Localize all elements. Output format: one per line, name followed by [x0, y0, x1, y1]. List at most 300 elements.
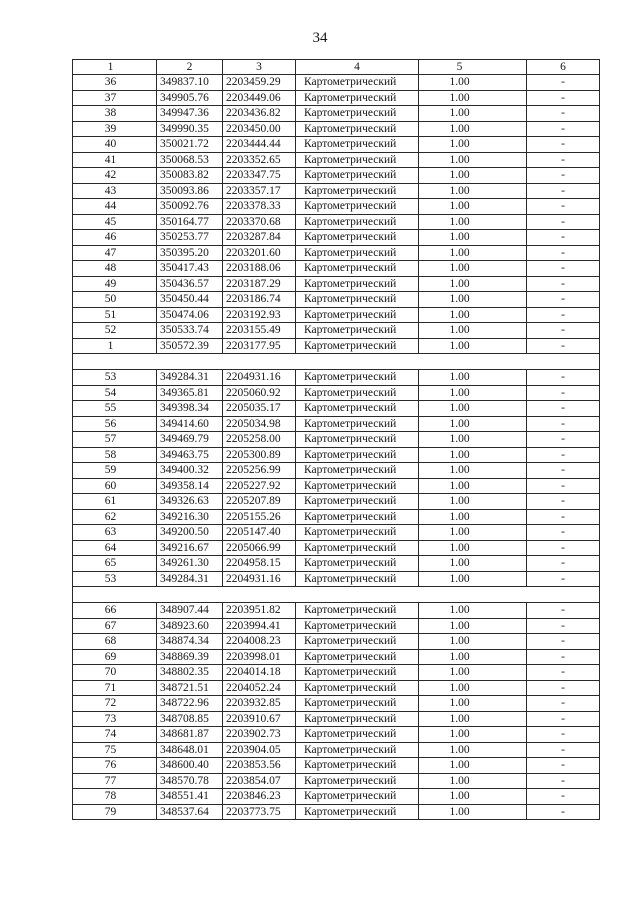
x-coordinate-cell: 350083.82 [157, 168, 223, 184]
page-number: 34 [312, 30, 328, 46]
point-number-cell: 62 [73, 509, 157, 525]
accuracy-cell: 1.00 [419, 478, 527, 494]
x-coordinate-cell: 348722.96 [157, 696, 223, 712]
point-number-cell: 56 [73, 416, 157, 432]
description-cell: - [527, 323, 600, 339]
y-coordinate-cell: 2203186.74 [223, 292, 296, 308]
method-cell: Картометрический [296, 773, 419, 789]
accuracy-cell: 1.00 [419, 292, 527, 308]
group-separator-row [73, 354, 600, 370]
table-row [73, 742, 600, 758]
table-row [73, 696, 600, 712]
empty-cell [296, 354, 419, 370]
y-coordinate-cell: 2205060.92 [223, 385, 296, 401]
accuracy-cell: 1.00 [419, 571, 527, 587]
x-coordinate-cell: 348551.41 [157, 789, 223, 805]
coordinates-table [72, 59, 600, 820]
method-cell: Картометрический [296, 509, 419, 525]
empty-cell [296, 587, 419, 603]
description-cell: - [527, 432, 600, 448]
method-cell: Картометрический [296, 90, 419, 106]
point-number-cell: 79 [73, 804, 157, 820]
table-row [73, 618, 600, 634]
x-coordinate-cell: 349200.50 [157, 525, 223, 541]
method-cell: Картометрический [296, 152, 419, 168]
point-number-cell: 1 [73, 338, 157, 354]
accuracy-cell: 1.00 [419, 509, 527, 525]
x-coordinate-cell: 349261.30 [157, 556, 223, 572]
accuracy-cell: 1.00 [419, 168, 527, 184]
method-cell: Картометрический [296, 478, 419, 494]
x-coordinate-cell: 350092.76 [157, 199, 223, 215]
y-coordinate-cell: 2203998.01 [223, 649, 296, 665]
point-number-cell: 58 [73, 447, 157, 463]
x-coordinate-cell: 349905.76 [157, 90, 223, 106]
description-cell: - [527, 90, 600, 106]
method-cell: Картометрический [296, 571, 419, 587]
point-number-cell: 77 [73, 773, 157, 789]
empty-cell [73, 354, 157, 370]
empty-cell [527, 354, 600, 370]
point-number-cell: 40 [73, 137, 157, 153]
y-coordinate-cell: 2203357.17 [223, 183, 296, 199]
description-cell: - [527, 525, 600, 541]
table-row [73, 323, 600, 339]
x-coordinate-cell: 349216.67 [157, 540, 223, 556]
table-row [73, 370, 600, 386]
description-cell: - [527, 385, 600, 401]
method-cell: Картометрический [296, 696, 419, 712]
description-cell: - [527, 447, 600, 463]
accuracy-cell: 1.00 [419, 245, 527, 261]
x-coordinate-cell: 349837.10 [157, 75, 223, 91]
accuracy-cell: 1.00 [419, 307, 527, 323]
table-row [73, 432, 600, 448]
point-number-cell: 47 [73, 245, 157, 261]
method-cell: Картометрический [296, 432, 419, 448]
point-number-cell: 63 [73, 525, 157, 541]
accuracy-cell: 1.00 [419, 75, 527, 91]
point-number-cell: 48 [73, 261, 157, 277]
table-row [73, 75, 600, 91]
description-cell: - [527, 245, 600, 261]
empty-cell [527, 587, 600, 603]
description-cell: - [527, 121, 600, 137]
point-number-cell: 45 [73, 214, 157, 230]
x-coordinate-cell: 348537.64 [157, 804, 223, 820]
point-number-cell: 67 [73, 618, 157, 634]
accuracy-cell: 1.00 [419, 804, 527, 820]
table-row [73, 494, 600, 510]
header-cell: 3 [223, 60, 296, 75]
y-coordinate-cell: 2205300.89 [223, 447, 296, 463]
method-cell: Картометрический [296, 230, 419, 246]
point-number-cell: 50 [73, 292, 157, 308]
method-cell: Картометрический [296, 525, 419, 541]
x-coordinate-cell: 350068.53 [157, 152, 223, 168]
header-cell: 1 [73, 60, 157, 75]
description-cell: - [527, 509, 600, 525]
accuracy-cell: 1.00 [419, 649, 527, 665]
point-number-cell: 42 [73, 168, 157, 184]
method-cell: Картометрический [296, 199, 419, 215]
y-coordinate-cell: 2205258.00 [223, 432, 296, 448]
y-coordinate-cell: 2203449.06 [223, 90, 296, 106]
accuracy-cell: 1.00 [419, 338, 527, 354]
table-row [73, 245, 600, 261]
y-coordinate-cell: 2203201.60 [223, 245, 296, 261]
method-cell: Картометрический [296, 603, 419, 619]
point-number-cell: 66 [73, 603, 157, 619]
accuracy-cell: 1.00 [419, 727, 527, 743]
table-row [73, 804, 600, 820]
group-separator-row [73, 587, 600, 603]
table-row [73, 292, 600, 308]
method-cell: Картометрический [296, 665, 419, 681]
point-number-cell: 74 [73, 727, 157, 743]
point-number-cell: 53 [73, 571, 157, 587]
y-coordinate-cell: 2204931.16 [223, 370, 296, 386]
table-row [73, 758, 600, 774]
method-cell: Картометрический [296, 634, 419, 650]
accuracy-cell: 1.00 [419, 276, 527, 292]
x-coordinate-cell: 350253.77 [157, 230, 223, 246]
x-coordinate-cell: 348907.44 [157, 603, 223, 619]
accuracy-cell: 1.00 [419, 199, 527, 215]
table-row [73, 183, 600, 199]
table-row [73, 106, 600, 122]
table-row [73, 230, 600, 246]
description-cell: - [527, 416, 600, 432]
description-cell: - [527, 152, 600, 168]
x-coordinate-cell: 350395.20 [157, 245, 223, 261]
table-row [73, 90, 600, 106]
method-cell: Картометрический [296, 323, 419, 339]
accuracy-cell: 1.00 [419, 556, 527, 572]
y-coordinate-cell: 2205035.17 [223, 401, 296, 417]
point-number-cell: 44 [73, 199, 157, 215]
accuracy-cell: 1.00 [419, 121, 527, 137]
description-cell: - [527, 494, 600, 510]
x-coordinate-cell: 349365.81 [157, 385, 223, 401]
table-row [73, 447, 600, 463]
x-coordinate-cell: 350450.44 [157, 292, 223, 308]
table-row [73, 463, 600, 479]
description-cell: - [527, 261, 600, 277]
x-coordinate-cell: 349400.32 [157, 463, 223, 479]
description-cell: - [527, 183, 600, 199]
method-cell: Картометрический [296, 168, 419, 184]
y-coordinate-cell: 2203904.05 [223, 742, 296, 758]
y-coordinate-cell: 2203932.85 [223, 696, 296, 712]
table-row [73, 571, 600, 587]
description-cell: - [527, 230, 600, 246]
x-coordinate-cell: 348708.85 [157, 711, 223, 727]
x-coordinate-cell: 349463.75 [157, 447, 223, 463]
table-row [73, 680, 600, 696]
y-coordinate-cell: 2203773.75 [223, 804, 296, 820]
method-cell: Картометрический [296, 245, 419, 261]
description-cell: - [527, 75, 600, 91]
table-row [73, 338, 600, 354]
x-coordinate-cell: 349398.34 [157, 401, 223, 417]
y-coordinate-cell: 2204008.23 [223, 634, 296, 650]
x-coordinate-cell: 349284.31 [157, 571, 223, 587]
y-coordinate-cell: 2204014.18 [223, 665, 296, 681]
accuracy-cell: 1.00 [419, 447, 527, 463]
description-cell: - [527, 680, 600, 696]
y-coordinate-cell: 2204958.15 [223, 556, 296, 572]
y-coordinate-cell: 2203352.65 [223, 152, 296, 168]
x-coordinate-cell: 350093.86 [157, 183, 223, 199]
empty-cell [73, 587, 157, 603]
method-cell: Картометрический [296, 447, 419, 463]
y-coordinate-cell: 2203188.06 [223, 261, 296, 277]
y-coordinate-cell: 2205256.99 [223, 463, 296, 479]
table-row [73, 478, 600, 494]
y-coordinate-cell: 2203192.93 [223, 307, 296, 323]
method-cell: Картометрический [296, 106, 419, 122]
point-number-cell: 57 [73, 432, 157, 448]
accuracy-cell: 1.00 [419, 634, 527, 650]
x-coordinate-cell: 350474.06 [157, 307, 223, 323]
accuracy-cell: 1.00 [419, 230, 527, 246]
point-number-cell: 59 [73, 463, 157, 479]
description-cell: - [527, 478, 600, 494]
point-number-cell: 70 [73, 665, 157, 681]
y-coordinate-cell: 2203951.82 [223, 603, 296, 619]
description-cell: - [527, 649, 600, 665]
description-cell: - [527, 773, 600, 789]
x-coordinate-cell: 349469.79 [157, 432, 223, 448]
empty-cell [157, 354, 223, 370]
x-coordinate-cell: 348721.51 [157, 680, 223, 696]
description-cell: - [527, 618, 600, 634]
description-cell: - [527, 665, 600, 681]
description-cell: - [527, 307, 600, 323]
table-row [73, 603, 600, 619]
method-cell: Картометрический [296, 618, 419, 634]
method-cell: Картометрический [296, 416, 419, 432]
x-coordinate-cell: 348869.39 [157, 649, 223, 665]
y-coordinate-cell: 2203853.56 [223, 758, 296, 774]
method-cell: Картометрический [296, 292, 419, 308]
table-row [73, 727, 600, 743]
table-row [73, 137, 600, 153]
x-coordinate-cell: 348874.34 [157, 634, 223, 650]
table-row [73, 385, 600, 401]
x-coordinate-cell: 349326.63 [157, 494, 223, 510]
x-coordinate-cell: 350533.74 [157, 323, 223, 339]
header-cell: 4 [296, 60, 419, 75]
description-cell: - [527, 634, 600, 650]
y-coordinate-cell: 2203378.33 [223, 199, 296, 215]
point-number-cell: 75 [73, 742, 157, 758]
point-number-cell: 39 [73, 121, 157, 137]
accuracy-cell: 1.00 [419, 152, 527, 168]
y-coordinate-cell: 2203854.07 [223, 773, 296, 789]
table-row [73, 509, 600, 525]
method-cell: Картометрический [296, 556, 419, 572]
description-cell: - [527, 276, 600, 292]
accuracy-cell: 1.00 [419, 90, 527, 106]
x-coordinate-cell: 348600.40 [157, 758, 223, 774]
method-cell: Картометрический [296, 121, 419, 137]
accuracy-cell: 1.00 [419, 696, 527, 712]
accuracy-cell: 1.00 [419, 401, 527, 417]
point-number-cell: 73 [73, 711, 157, 727]
x-coordinate-cell: 350436.57 [157, 276, 223, 292]
table-row [73, 649, 600, 665]
description-cell: - [527, 540, 600, 556]
point-number-cell: 65 [73, 556, 157, 572]
description-cell: - [527, 603, 600, 619]
accuracy-cell: 1.00 [419, 789, 527, 805]
accuracy-cell: 1.00 [419, 432, 527, 448]
header-cell: 2 [157, 60, 223, 75]
accuracy-cell: 1.00 [419, 603, 527, 619]
y-coordinate-cell: 2203444.44 [223, 137, 296, 153]
method-cell: Картометрический [296, 727, 419, 743]
point-number-cell: 43 [73, 183, 157, 199]
point-number-cell: 49 [73, 276, 157, 292]
method-cell: Картометрический [296, 137, 419, 153]
y-coordinate-cell: 2203155.49 [223, 323, 296, 339]
x-coordinate-cell: 349358.14 [157, 478, 223, 494]
y-coordinate-cell: 2205155.26 [223, 509, 296, 525]
method-cell: Картометрический [296, 214, 419, 230]
method-cell: Картометрический [296, 463, 419, 479]
table-row [73, 121, 600, 137]
accuracy-cell: 1.00 [419, 525, 527, 541]
x-coordinate-cell: 350572.39 [157, 338, 223, 354]
accuracy-cell: 1.00 [419, 758, 527, 774]
point-number-cell: 36 [73, 75, 157, 91]
point-number-cell: 64 [73, 540, 157, 556]
table-row [73, 168, 600, 184]
table-row [73, 525, 600, 541]
y-coordinate-cell: 2203846.23 [223, 789, 296, 805]
point-number-cell: 38 [73, 106, 157, 122]
empty-cell [223, 587, 296, 603]
y-coordinate-cell: 2203436.82 [223, 106, 296, 122]
point-number-cell: 52 [73, 323, 157, 339]
description-cell: - [527, 338, 600, 354]
table-row [73, 214, 600, 230]
header-cell: 5 [419, 60, 527, 75]
x-coordinate-cell: 349284.31 [157, 370, 223, 386]
accuracy-cell: 1.00 [419, 137, 527, 153]
y-coordinate-cell: 2203177.95 [223, 338, 296, 354]
table-row [73, 416, 600, 432]
description-cell: - [527, 370, 600, 386]
accuracy-cell: 1.00 [419, 385, 527, 401]
y-coordinate-cell: 2203347.75 [223, 168, 296, 184]
point-number-cell: 60 [73, 478, 157, 494]
description-cell: - [527, 804, 600, 820]
method-cell: Картометрический [296, 183, 419, 199]
y-coordinate-cell: 2205227.92 [223, 478, 296, 494]
y-coordinate-cell: 2203187.29 [223, 276, 296, 292]
x-coordinate-cell: 348648.01 [157, 742, 223, 758]
table-row [73, 540, 600, 556]
accuracy-cell: 1.00 [419, 323, 527, 339]
table-row [73, 199, 600, 215]
description-cell: - [527, 168, 600, 184]
point-number-cell: 76 [73, 758, 157, 774]
method-cell: Картометрический [296, 711, 419, 727]
empty-cell [157, 587, 223, 603]
method-cell: Картометрический [296, 649, 419, 665]
table-row [73, 152, 600, 168]
method-cell: Картометрический [296, 261, 419, 277]
method-cell: Картометрический [296, 307, 419, 323]
x-coordinate-cell: 348802.35 [157, 665, 223, 681]
table-row [73, 556, 600, 572]
y-coordinate-cell: 2205147.40 [223, 525, 296, 541]
method-cell: Картометрический [296, 680, 419, 696]
x-coordinate-cell: 349414.60 [157, 416, 223, 432]
accuracy-cell: 1.00 [419, 665, 527, 681]
description-cell: - [527, 571, 600, 587]
method-cell: Картометрический [296, 789, 419, 805]
y-coordinate-cell: 2203287.84 [223, 230, 296, 246]
point-number-cell: 55 [73, 401, 157, 417]
accuracy-cell: 1.00 [419, 370, 527, 386]
description-cell: - [527, 556, 600, 572]
y-coordinate-cell: 2203370.68 [223, 214, 296, 230]
point-number-cell: 61 [73, 494, 157, 510]
method-cell: Картометрический [296, 742, 419, 758]
y-coordinate-cell: 2205066.99 [223, 540, 296, 556]
point-number-cell: 72 [73, 696, 157, 712]
x-coordinate-cell: 349947.36 [157, 106, 223, 122]
x-coordinate-cell: 350164.77 [157, 214, 223, 230]
point-number-cell: 78 [73, 789, 157, 805]
description-cell: - [527, 742, 600, 758]
method-cell: Картометрический [296, 401, 419, 417]
x-coordinate-cell: 348681.87 [157, 727, 223, 743]
y-coordinate-cell: 2204931.16 [223, 571, 296, 587]
method-cell: Картометрический [296, 804, 419, 820]
method-cell: Картометрический [296, 338, 419, 354]
accuracy-cell: 1.00 [419, 261, 527, 277]
method-cell: Картометрический [296, 494, 419, 510]
accuracy-cell: 1.00 [419, 416, 527, 432]
y-coordinate-cell: 2203450.00 [223, 121, 296, 137]
accuracy-cell: 1.00 [419, 214, 527, 230]
description-cell: - [527, 758, 600, 774]
x-coordinate-cell: 349990.35 [157, 121, 223, 137]
method-cell: Картометрический [296, 276, 419, 292]
method-cell: Картометрический [296, 540, 419, 556]
accuracy-cell: 1.00 [419, 773, 527, 789]
y-coordinate-cell: 2205207.89 [223, 494, 296, 510]
point-number-cell: 68 [73, 634, 157, 650]
point-number-cell: 69 [73, 649, 157, 665]
y-coordinate-cell: 2205034.98 [223, 416, 296, 432]
table-row [73, 665, 600, 681]
accuracy-cell: 1.00 [419, 463, 527, 479]
point-number-cell: 54 [73, 385, 157, 401]
accuracy-cell: 1.00 [419, 680, 527, 696]
description-cell: - [527, 106, 600, 122]
point-number-cell: 41 [73, 152, 157, 168]
point-number-cell: 53 [73, 370, 157, 386]
table-row [73, 261, 600, 277]
table-row [73, 711, 600, 727]
table-body [73, 75, 600, 820]
